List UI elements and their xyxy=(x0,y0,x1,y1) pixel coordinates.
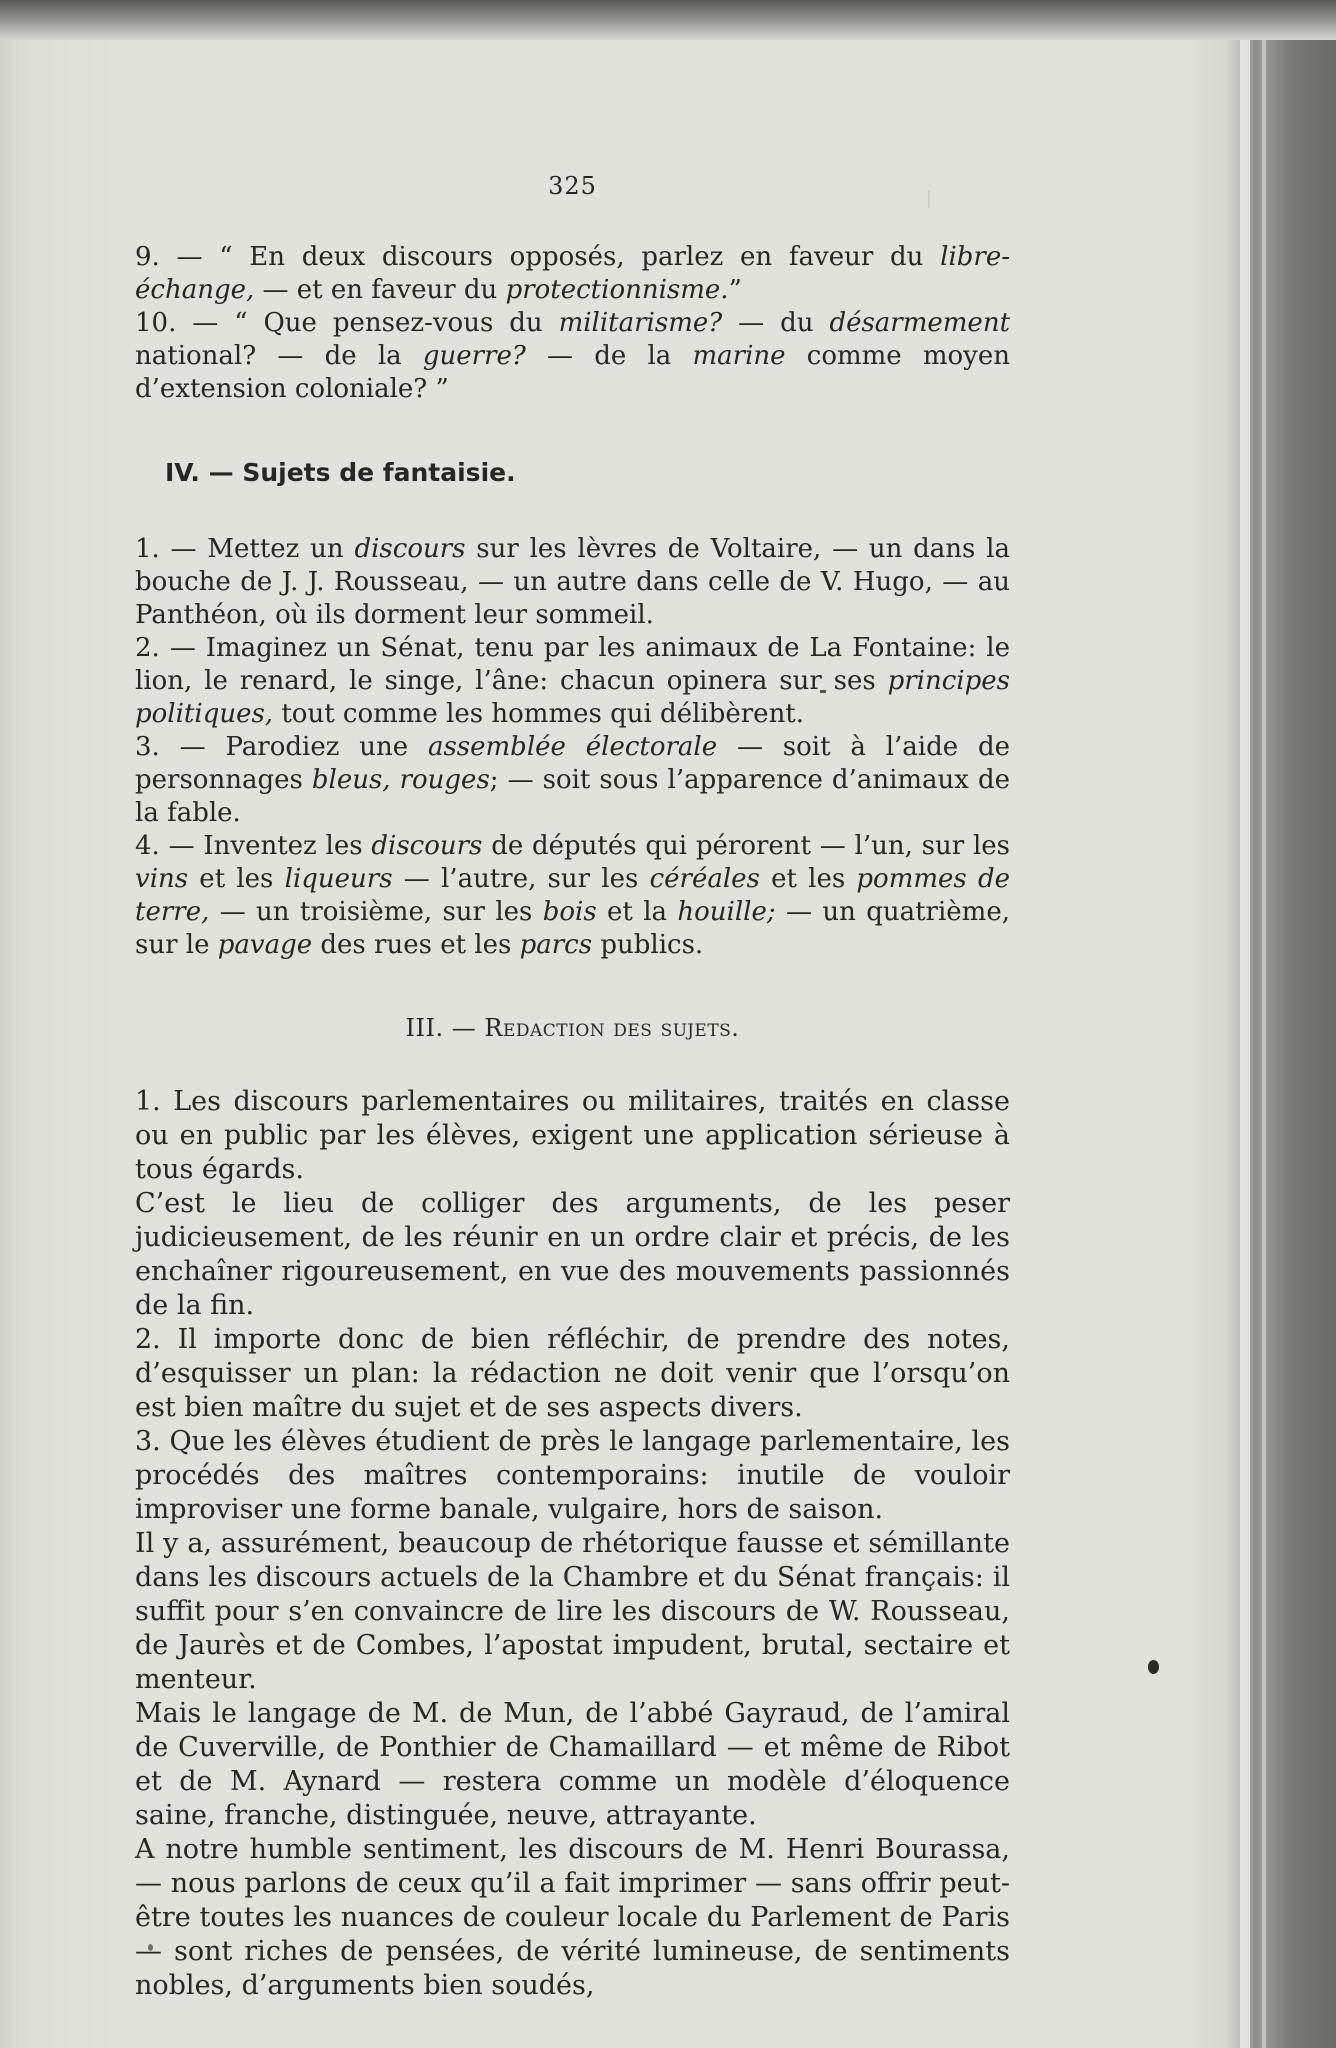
text-run: 2. — Imaginez un Sénat, tenu par les animaux de La Fontaine: le lion, le renard, le singe, l’âne: chacun opinera sur ses xyxy=(135,633,1010,696)
text-run: 10. — “ Que pensez-vous du xyxy=(135,308,559,338)
fantaisie-item-1 xyxy=(135,533,1010,632)
redaction-paragraph: 3. Que les élèves étudient de près le langage parlementaire, les procédés des maîtres contemporains: inutile de vouloir improviser une forme banale, vulgaire, hors de saison. xyxy=(135,1426,1010,1525)
fantaisie-item-3 xyxy=(135,731,1010,830)
italic-term: bois xyxy=(542,897,597,927)
text-run: 9. — “ En deux discours opposés, parlez en faveur du xyxy=(135,242,941,272)
redaction-paragraph: 2. Il importe donc de bien réfléchir, de prendre des notes, d’esquisser un plan: la rédaction ne doit venir que l’orsqu’on est bien maître du sujet et de ses aspects divers. xyxy=(135,1324,1010,1423)
scan-artifact-dot xyxy=(1148,1660,1159,1674)
italic-term: discours xyxy=(371,831,483,861)
text-run: publics. xyxy=(592,930,704,960)
section-heading-redaction xyxy=(135,1012,1010,1045)
italic-term: houille; xyxy=(677,897,776,927)
text-run: sur les lèvres de Voltaire, — un dans la bouche de J. J. Rousseau, — un autre dans celle de V. Hugo, — au Panthéon, où ils dorment leur sommeil. xyxy=(135,534,1010,630)
italic-term: guerre? xyxy=(422,341,526,371)
italic-term: désarmement xyxy=(829,308,1011,338)
redaction-paragraph: Mais le langage de M. de Mun, de l’abbé Gayraud, de l’amiral de Cuverville, de Ponthier de Chamaillard — et même de Ribot et de M. Aynard — restera comme un modèle d’éloquence saine, franche, distinguée, neuve, attrayante. xyxy=(135,1698,1010,1831)
text-run: et les xyxy=(188,864,285,894)
text-run: ; — soit sous l’apparence d’animaux de la fable. xyxy=(135,765,1010,828)
text-run: 4. — Inventez les xyxy=(135,831,372,861)
book-spine-edge xyxy=(1262,40,1266,2048)
section-heading-title: Redaction des sujets. xyxy=(484,1014,740,1042)
italic-term: bleus, rouges xyxy=(311,765,490,795)
text-run: et la xyxy=(596,897,678,927)
text-run: de députés qui pérorent — l’un, sur les xyxy=(482,831,1011,861)
italic-term: vins xyxy=(135,864,189,894)
text-run: tout comme les hommes qui délibèrent. xyxy=(273,699,805,729)
italic-term: militarisme? xyxy=(558,308,723,338)
text-run: 1. — Mettez un xyxy=(135,534,355,564)
italic-term: céréales xyxy=(649,864,760,894)
text-run: national? — de la xyxy=(135,341,423,371)
text-run: — et en faveur du xyxy=(254,275,506,305)
text-run: — soit à l’aide de personnages xyxy=(135,732,1011,795)
text-run: — l’autre, sur les xyxy=(392,864,650,894)
text-run: 3. — Parodiez une xyxy=(135,732,428,762)
question-item-10 xyxy=(135,307,1010,406)
page-number: 325 xyxy=(548,172,597,200)
text-run: et les xyxy=(759,864,857,894)
text-run: — du xyxy=(722,308,830,338)
redaction-paragraph: A notre humble sentiment, les discours de M. Henri Bourassa, — nous parlons de ceux qu’il a fait imprimer — sans offrir peut-être toutes les nuances de couleur locale du Parlement de Paris — sont riches de pensées, de vérité lumineuse, de sentiments nobles, d’arguments bien soudés, xyxy=(135,1834,1010,2001)
redaction-paragraph: Il y a, assurément, beaucoup de rhétorique fausse et sémillante dans les discours actuels de la Chambre et du Sénat français: il suffit pour s’en convaincre de lire les discours de W. Rousseau, de Jaurès et de Combes, l’apostat impudent, brutal, sectaire et menteur. xyxy=(135,1528,1010,1695)
text-run: — un quatrième, sur le xyxy=(135,897,1010,960)
text-run: — de la xyxy=(525,341,693,371)
italic-term: parcs xyxy=(519,930,593,960)
redaction-paragraph: C’est le lieu de colliger des arguments, de les peser judicieusement, de les réunir en un ordre clair et précis, de les enchaîner rigoureusement, en vue des mouvements passionnés de la fin. xyxy=(135,1188,1010,1321)
text-run: des rues et les xyxy=(312,930,520,960)
text-run: — un troisième, sur les xyxy=(209,897,543,927)
fantaisie-item-2 xyxy=(135,632,1010,731)
italic-term: discours xyxy=(354,534,466,564)
redaction-body xyxy=(135,1085,1010,2003)
italic-term: marine xyxy=(692,341,786,371)
redaction-paragraph: 1. Les discours parlementaires ou militaires, traités en classe ou en public par les élèves, exigent une application sérieuse à tous égards. xyxy=(135,1086,1010,1185)
italic-term: libre-échange, xyxy=(135,242,1010,305)
page-text xyxy=(135,170,1010,2003)
italic-term: pavage xyxy=(217,930,313,960)
text-run: ” xyxy=(728,275,742,305)
text-run: comme moyen d’extension coloniale? ” xyxy=(135,341,1011,404)
italic-term: liqueurs xyxy=(284,864,393,894)
italic-term: principes politiques, xyxy=(135,666,1010,729)
italic-term: protectionnisme. xyxy=(505,275,729,305)
subheading-sujets-de-fantaisie: IV. — Sujets de fantaisie. xyxy=(165,458,516,487)
italic-term: pommes de terre, xyxy=(135,864,1010,927)
scan-top-shadow xyxy=(0,0,1336,40)
italic-term: assemblée électorale xyxy=(427,732,718,762)
section-heading-prefix: III. — xyxy=(405,1014,485,1042)
fantaisie-item-4 xyxy=(135,830,1010,962)
book-spine-highlight xyxy=(1240,40,1250,2048)
question-item-9 xyxy=(135,241,1010,307)
